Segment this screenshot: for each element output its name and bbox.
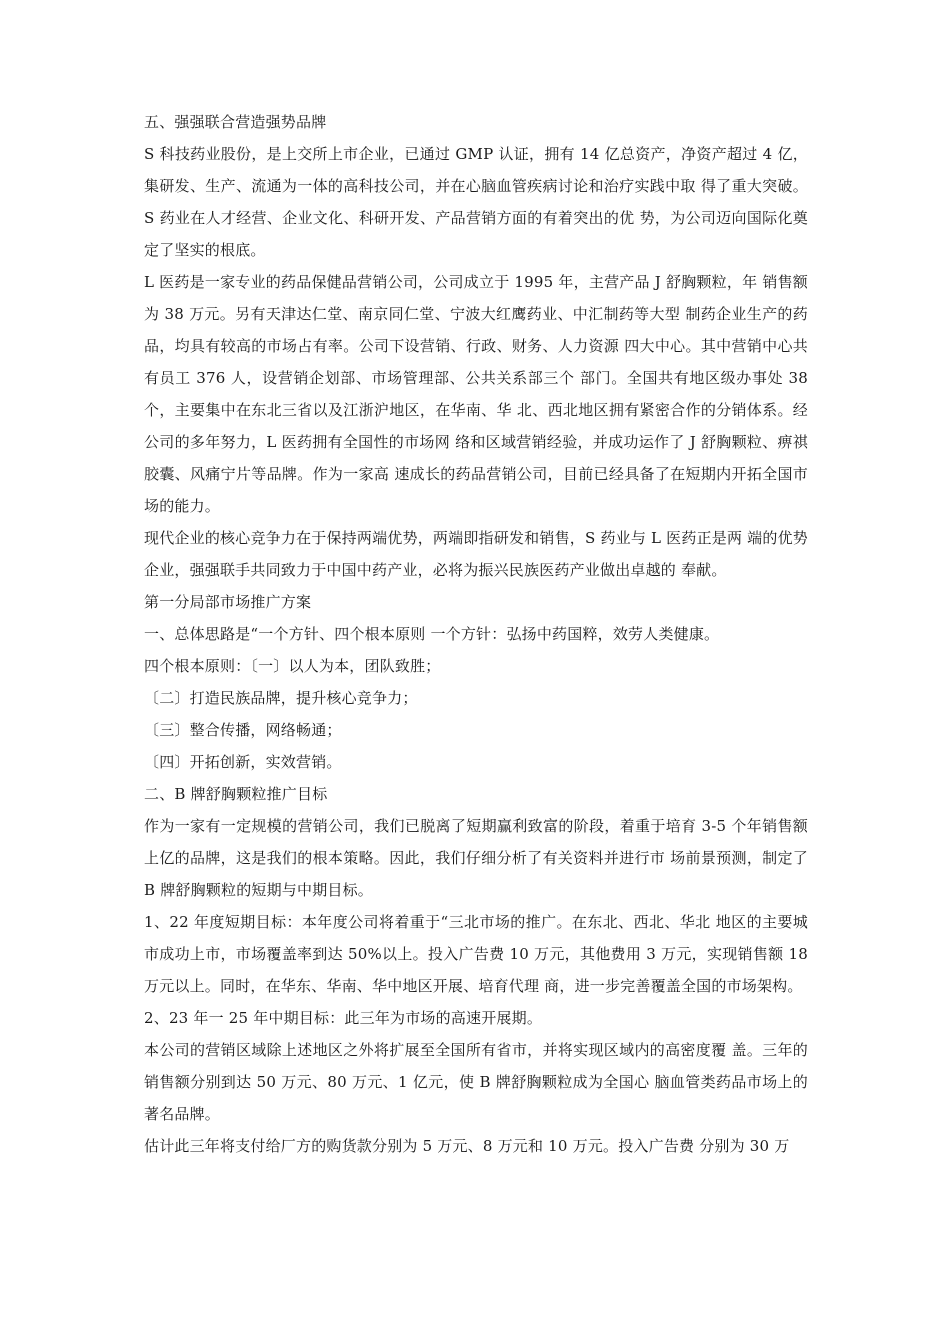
section-heading-strong-alliance: 五、强强联合营造强势品牌 xyxy=(144,113,327,131)
paragraph-s-pharma-intro: S 科技药业股份，是上交所上市企业，已通过 GMP 认证，拥有 14 亿总资产，净资产超过 4 亿，集研发、生产、流通为一体的高科技公司，并在心脑血管疾病讨论和治疗实践中取 得了重大突破。S 药业在人才经营、企业文化、科研开发、产品营销方面的有着突出的优 势，为公司迈向国际化奠定了坚实的根底。 xyxy=(144,145,808,259)
paragraph-overall-approach: 一、总体思路是“一个方针、四个根本原则 一个方针：弘扬中药国粹，效劳人类健康。 xyxy=(144,625,720,643)
list-item-principle-1: 四个根本原则：〔一〕以人为本，团队致胜； xyxy=(144,657,441,675)
paragraph-short-term-goal: 1、22 年度短期目标：本年度公司将着重于“三北市场的推广。在东北、西北、华北 地区的主要城市成功上市，市场覆盖率到达 50%以上。投入广告费 10 万元，其他费用 3 万元，实现销售额 18 万元以上。同时，在华东、华南、华中地区开展、培育代理 商，进一步完善覆盖全国的市场架构。 xyxy=(144,913,808,995)
paragraph-sales-region: 本公司的营销区域除上述地区之外将扩展至全国所有省市，并将实现区域内的高密度覆 盖。三年的销售额分别到达 50 万元、80 万元、1 亿元，使 B 牌舒胸颗粒成为全国心 脑血管类药品市场上的著名品牌。 xyxy=(144,1041,808,1123)
list-item-principle-3: 〔三〕整合传播，网络畅通； xyxy=(144,721,342,739)
paragraph-l-pharma-intro: L 医药是一家专业的药品保健品营销公司，公司成立于 1995 年，主营产品 J 舒胸颗粒，年 销售额为 38 万元。另有天津达仁堂、南京同仁堂、宁波大红鹰药业、中汇制药等大型 制药企业生产的药品，均具有较高的市场占有率。公司下设营销、行政、财务、人力资源 四大中心。其中营销中心共有员工 376 人，设营销企划部、市场管理部、公共关系部三个 部门。全国共有地区级办事处 38 个，主要集中在东北三省以及江浙沪地区，在华南、华 北、西北地区拥有紧密合作的分销体系。经公司的多年努力，L 医药拥有全国性的市场网 络和区域营销经验，并成功运作了 J 舒胸颗粒、痹祺胶囊、风痛宁片等品牌。作为一家高 速成长的药品营销公司，目前已经具备了在短期内开拓全国市场的能力。 xyxy=(144,273,808,515)
paragraph-core-competence: 现代企业的核心竞争力在于保持两端优势，两端即指研发和销售，S 药业与 L 医药正是两 端的优势企业，强强联手共同致力于中国中药产业，必将为振兴民族医药产业做出卓越的 奉献。 xyxy=(144,529,808,579)
paragraph-budget-estimate: 估计此三年将支付给厂方的购货款分别为 5 万元、8 万元和 10 万元。投入广告费 分别为 30 万 xyxy=(144,1137,790,1155)
list-item-principle-2: 〔二〕打造民族品牌，提升核心竞争力； xyxy=(144,689,418,707)
paragraph-goals-intro: 作为一家有一定规模的营销公司，我们已脱离了短期赢利致富的阶段，着重于培育 3-5 个年销售额上亿的品牌，这是我们的根本策略。因此，我们仔细分析了有关资料并进行市 场前景预测，制定了 B 牌舒胸颗粒的短期与中期目标。 xyxy=(144,817,808,899)
part-heading-market-plan: 第一分局部市场推广方案 xyxy=(144,593,312,611)
paragraph-mid-term-goal: 2、23 年一 25 年中期目标：此三年为市场的高速开展期。 xyxy=(144,1009,543,1027)
document-body xyxy=(144,106,808,1162)
section-heading-promotion-goals: 二、B 牌舒胸颗粒推广目标 xyxy=(144,785,328,803)
list-item-principle-4: 〔四〕开拓创新，实效营销。 xyxy=(144,753,342,771)
